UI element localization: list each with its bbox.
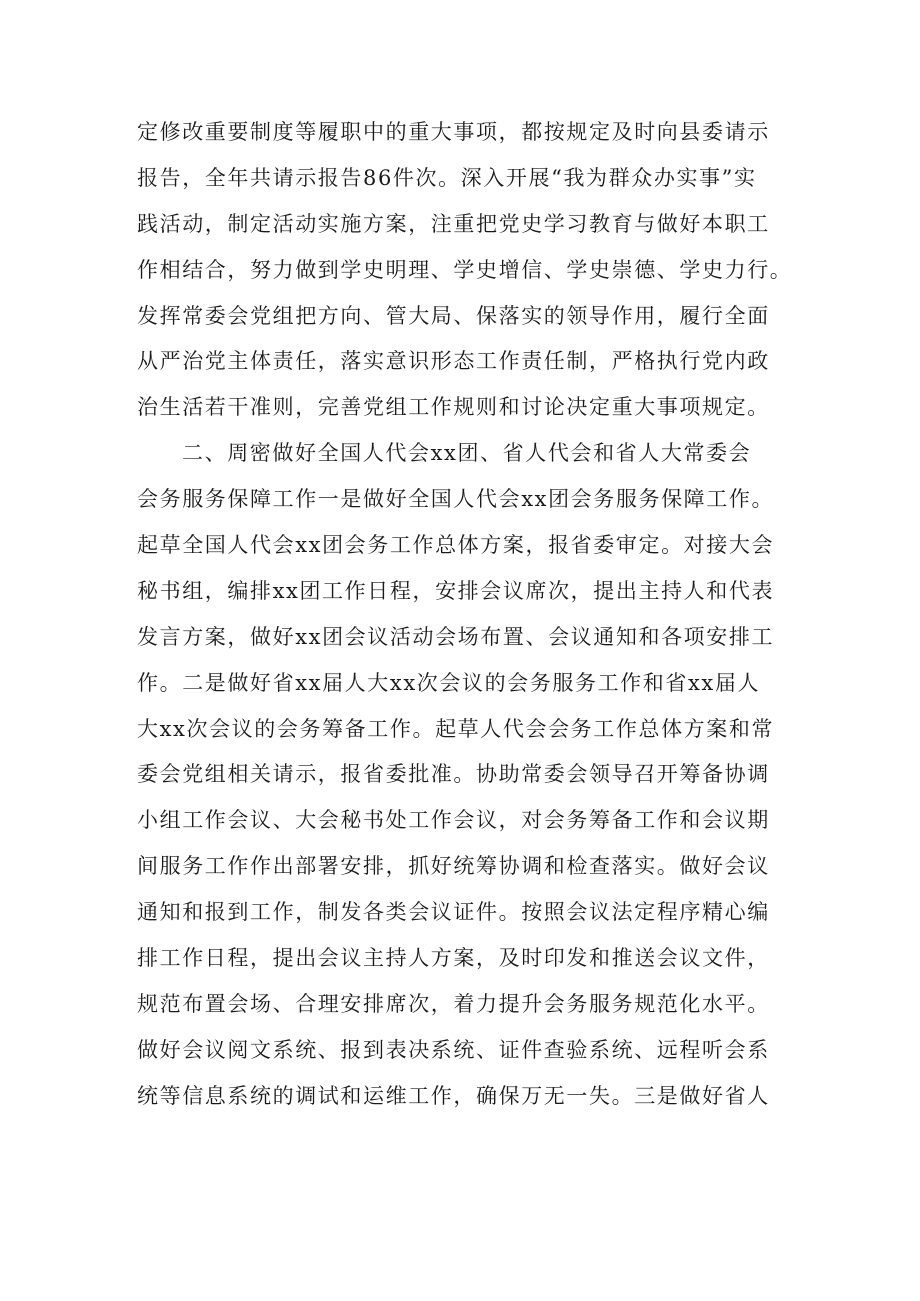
text-line: 小组工作会议、大会秘书处工作会议，对会务筹备工作和会议期: [137, 808, 770, 833]
text-line: 报告，全年共请示报告86件次。深入开展“我为群众办实事”实: [137, 165, 757, 190]
text-line: 起草全国人代会xx团会务工作总体方案，报省委审定。对接大会: [137, 533, 775, 558]
text-line: 定修改重要制度等履职中的重大事项，都按规定及时向县委请示: [137, 120, 770, 144]
text-line: 发言方案，做好xx团会议活动会场布置、会议通知和各项安排工: [137, 624, 775, 649]
text-line: 践活动，制定活动实施方案，注重把党史学习教育与做好本职工: [137, 211, 770, 236]
text-line: 委会党组相关请示，报省委批准。协助常委会领导召开筹备协调: [137, 762, 770, 787]
text-line: 从严治党主体责任，落实意识形态工作责任制，严格执行党内政: [137, 349, 770, 374]
text-line: 排工作日程，提出会议主持人方案，及时印发和推送会议文件，: [137, 946, 770, 971]
text-line: 发挥常委会党组把方向、管大局、保落实的领导作用，履行全面: [137, 303, 770, 328]
text-line: 治生活若干准则，完善党组工作规则和讨论决定重大事项规定。: [137, 395, 770, 420]
text-line: 会务服务保障工作一是做好全国人代会xx团会务服务保障工作。: [137, 487, 775, 512]
text-line: 统等信息系统的调试和运维工作，确保万无一失。三是做好省人: [137, 1083, 770, 1108]
text-line: 规范布置会场、合理安排席次，着力提升会务服务规范化水平。: [137, 991, 770, 1016]
text-line: 做好会议阅文系统、报到表决系统、证件查验系统、远程听会系: [137, 1037, 770, 1062]
body-text: [137, 110, 797, 1120]
text-line: 作。二是做好省xx届人大xx次会议的会务服务工作和省xx届人: [137, 670, 761, 695]
text-line: 间服务工作作出部署安排，抓好统筹协调和检查落实。做好会议: [137, 854, 770, 879]
text-line: 通知和报到工作，制发各类会议证件。按照会议法定程序精心编: [137, 900, 770, 925]
text-line: 作相结合，努力做到学史明理、学史增信、学史崇德、学史力行。: [137, 257, 793, 282]
text-line: 秘书组，编排xx团工作日程，安排会议席次，提出主持人和代表: [137, 578, 775, 603]
section-heading-line: 二、周密做好全国人代会xx团、省人代会和省人大常委会: [182, 441, 752, 466]
text-line: 大xx次会议的会务筹备工作。起草人代会会务工作总体方案和常: [137, 716, 775, 741]
